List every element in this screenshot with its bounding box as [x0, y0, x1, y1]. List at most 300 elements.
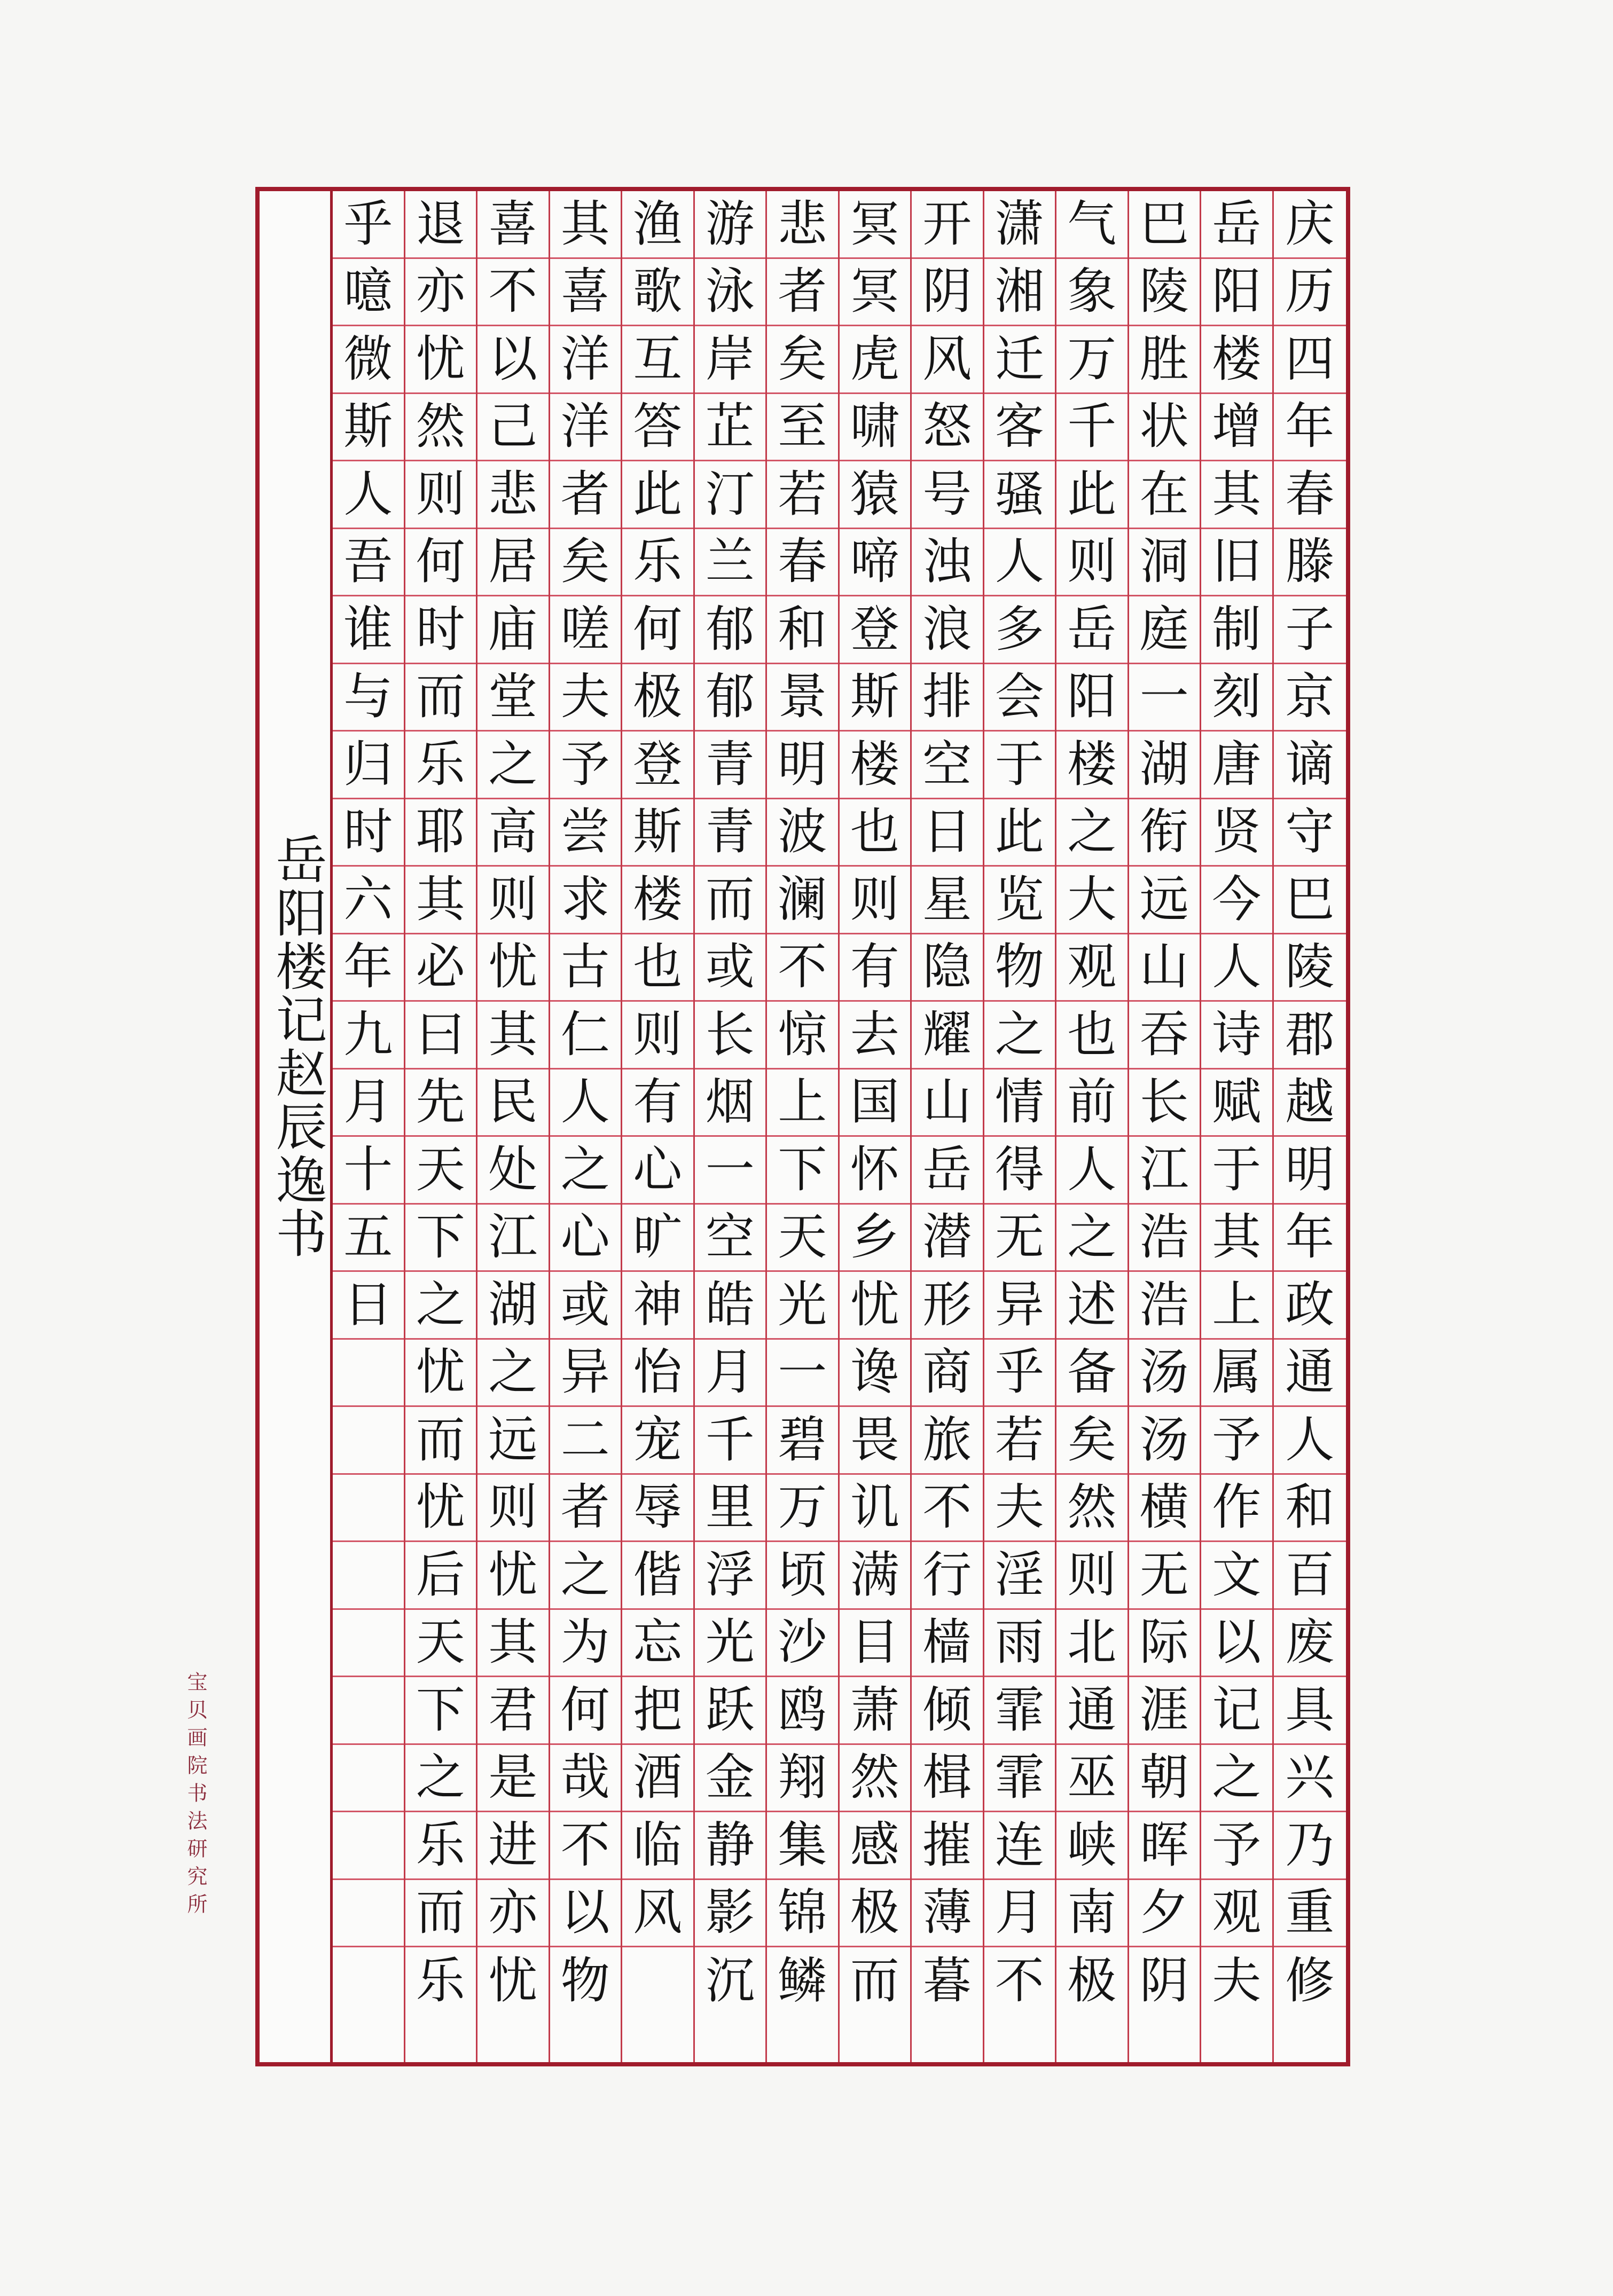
character-cell: 互: [622, 326, 693, 394]
character-cell: 唐: [1201, 732, 1272, 799]
character-cell: 万: [767, 1475, 838, 1543]
grid-column: [984, 191, 1057, 2062]
character-cell: 之: [550, 1542, 621, 1610]
character-cell: 行: [912, 1542, 983, 1610]
character-cell: 浩: [1129, 1205, 1200, 1272]
character-cell: 喜: [477, 191, 549, 259]
character-cell: 乎: [333, 191, 404, 259]
character-cell: 增: [1201, 394, 1272, 462]
character-cell: 忧: [405, 1340, 476, 1408]
character-cell: 冥: [840, 191, 911, 259]
character-cell: 何: [550, 1677, 621, 1745]
character-cell: 必: [405, 934, 476, 1002]
character-cell: 作: [1201, 1475, 1272, 1543]
character-cell: 神: [622, 1272, 693, 1340]
character-cell: 陵: [1274, 934, 1346, 1002]
character-cell: 其: [1201, 461, 1272, 529]
character-cell: 人: [984, 529, 1055, 597]
character-cell: 号: [912, 461, 983, 529]
character-cell: 堂: [477, 664, 549, 732]
title-signature: 岳阳楼记赵辰逸书: [268, 833, 327, 1260]
character-cell: 顷: [767, 1542, 838, 1610]
character-cell: 高: [477, 799, 549, 867]
character-cell: 居: [477, 529, 549, 597]
character-cell: 噫: [333, 259, 404, 327]
character-cell: 摧: [912, 1812, 983, 1880]
character-cell: 霏: [984, 1677, 1055, 1745]
character-cell: 进: [477, 1812, 549, 1880]
character-cell: 矣: [767, 326, 838, 394]
character-cell: 南: [1056, 1880, 1127, 1948]
character-cell: 下: [405, 1677, 476, 1745]
character-cell: 之: [1201, 1745, 1272, 1813]
character-cell: 楼: [840, 732, 911, 799]
character-cell: 有: [840, 934, 911, 1002]
character-cell: 洋: [550, 326, 621, 394]
character-cell: 青: [695, 732, 766, 799]
character-cell: 斯: [840, 664, 911, 732]
character-cell: 涯: [1129, 1677, 1200, 1745]
character-cell: 君: [477, 1677, 549, 1745]
character-cell: 处: [477, 1137, 549, 1205]
character-cell: 猿: [840, 461, 911, 529]
character-cell: 乡: [840, 1205, 911, 1272]
character-cell: 则: [1056, 529, 1127, 597]
character-cell: 去: [840, 1002, 911, 1070]
character-cell: 泳: [695, 259, 766, 327]
character-cell: 阴: [912, 259, 983, 327]
character-cell: 哉: [550, 1745, 621, 1813]
character-cell: 汤: [1129, 1407, 1200, 1475]
character-cell: 开: [912, 191, 983, 259]
character-cell: 岸: [695, 326, 766, 394]
character-cell: 登: [840, 596, 911, 664]
character-cell: 晖: [1129, 1812, 1200, 1880]
character-cell: 喜: [550, 259, 621, 327]
character-cell: 之: [550, 1137, 621, 1205]
character-cell: 横: [1129, 1475, 1200, 1543]
character-cell: 人: [550, 1070, 621, 1137]
grid-column: [767, 191, 840, 2062]
character-cell: 和: [767, 596, 838, 664]
character-cell: [333, 1340, 404, 1408]
character-cell: 远: [477, 1407, 549, 1475]
character-cell: 讥: [840, 1475, 911, 1543]
character-cell: [333, 1475, 404, 1543]
character-cell: 巴: [1274, 867, 1346, 934]
character-cell: 宠: [622, 1407, 693, 1475]
character-cell: 是: [477, 1745, 549, 1813]
character-cell: 观: [1056, 934, 1127, 1002]
character-cell: 或: [695, 934, 766, 1002]
character-cell: 十: [333, 1137, 404, 1205]
character-cell: 巴: [1129, 191, 1200, 259]
character-cell: 景: [767, 664, 838, 732]
character-cell: 风: [622, 1880, 693, 1948]
character-cell: 乐: [622, 529, 693, 597]
character-cell: [333, 1947, 404, 2015]
character-cell: 子: [1274, 596, 1346, 664]
character-cell: 吞: [1129, 1002, 1200, 1070]
character-cell: 汀: [695, 461, 766, 529]
character-cell: 民: [477, 1070, 549, 1137]
character-cell: 人: [333, 461, 404, 529]
character-cell: 忘: [622, 1610, 693, 1678]
character-cell: 虎: [840, 326, 911, 394]
character-cell: 客: [984, 394, 1055, 462]
character-cell: 则: [840, 867, 911, 934]
character-cell: 然: [405, 394, 476, 462]
character-cell: 也: [1056, 1002, 1127, 1070]
character-cell: 空: [695, 1205, 766, 1272]
character-cell: 北: [1056, 1610, 1127, 1678]
character-cell: 汤: [1129, 1340, 1200, 1408]
character-cell: 月: [984, 1880, 1055, 1948]
character-cell: 怀: [840, 1137, 911, 1205]
character-cell: 曰: [405, 1002, 476, 1070]
character-cell: 其: [477, 1610, 549, 1678]
character-cell: 雨: [984, 1610, 1055, 1678]
character-cell: 会: [984, 664, 1055, 732]
character-cell: 观: [1201, 1880, 1272, 1948]
character-cell: 其: [477, 1002, 549, 1070]
character-cell: 岳: [1201, 191, 1272, 259]
character-cell: 潜: [912, 1205, 983, 1272]
character-cell: 也: [840, 799, 911, 867]
character-cell: 庙: [477, 596, 549, 664]
character-cell: 何: [405, 529, 476, 597]
character-cell: 天: [405, 1610, 476, 1678]
character-cell: 兴: [1274, 1745, 1346, 1813]
character-cell: 文: [1201, 1542, 1272, 1610]
character-cell: 归: [333, 732, 404, 799]
character-cell: 渔: [622, 191, 693, 259]
character-cell: 巫: [1056, 1745, 1127, 1813]
character-cell: 极: [622, 664, 693, 732]
character-cell: 时: [333, 799, 404, 867]
character-cell: 怡: [622, 1340, 693, 1408]
character-cell: 鸥: [767, 1677, 838, 1745]
character-cell: 樯: [912, 1610, 983, 1678]
character-cell: 前: [1056, 1070, 1127, 1137]
character-cell: 以: [1201, 1610, 1272, 1678]
character-cell: 隐: [912, 934, 983, 1002]
character-cell: 然: [1056, 1475, 1127, 1543]
character-cell: 阳: [1056, 664, 1127, 732]
character-cell: 尝: [550, 799, 621, 867]
character-cell: 啼: [840, 529, 911, 597]
grid-column: [405, 191, 478, 2062]
character-cell: 天: [767, 1205, 838, 1272]
character-cell: 至: [767, 394, 838, 462]
character-cell: 把: [622, 1677, 693, 1745]
character-cell: 无: [984, 1205, 1055, 1272]
character-cell: [333, 1610, 404, 1678]
character-cell: 下: [767, 1137, 838, 1205]
character-cell: 江: [477, 1205, 549, 1272]
character-cell: 与: [333, 664, 404, 732]
character-cell: 潇: [984, 191, 1055, 259]
character-cell: 澜: [767, 867, 838, 934]
character-cell: 而: [405, 1880, 476, 1948]
character-cell: 畏: [840, 1407, 911, 1475]
character-cell: 一: [1129, 664, 1200, 732]
character-cell: 岳: [912, 1137, 983, 1205]
character-cell: 而: [405, 664, 476, 732]
character-cell: 览: [984, 867, 1055, 934]
character-cell: 忧: [477, 934, 549, 1002]
character-cell: 诗: [1201, 1002, 1272, 1070]
character-cell: 之: [477, 1340, 549, 1408]
character-cell: 先: [405, 1070, 476, 1137]
character-cell: 山: [912, 1070, 983, 1137]
character-cell: 人: [1201, 934, 1272, 1002]
character-cell: 上: [1201, 1272, 1272, 1340]
character-cell: 予: [550, 732, 621, 799]
grid-column: [695, 191, 768, 2062]
character-cell: 下: [405, 1205, 476, 1272]
character-cell: 商: [912, 1340, 983, 1408]
character-cell: 歌: [622, 259, 693, 327]
character-cell: 淫: [984, 1542, 1055, 1610]
studio-mark: 宝贝画院书法研究所: [184, 1671, 207, 1921]
character-cell: 千: [1056, 394, 1127, 462]
character-cell: 沙: [767, 1610, 838, 1678]
character-cell: 游: [695, 191, 766, 259]
character-cell: [333, 1542, 404, 1610]
character-cell: 然: [840, 1745, 911, 1813]
character-cell: 气: [1056, 191, 1127, 259]
character-cell: 其: [550, 191, 621, 259]
character-cell: 于: [984, 732, 1055, 799]
character-cell: 峡: [1056, 1812, 1127, 1880]
character-cell: 旧: [1201, 529, 1272, 597]
character-cell: 倾: [912, 1677, 983, 1745]
character-cell: 心: [550, 1205, 621, 1272]
character-cell: 洞: [1129, 529, 1200, 597]
character-cell: 啸: [840, 394, 911, 462]
character-cell: 属: [1201, 1340, 1272, 1408]
character-cell: 忧: [477, 1542, 549, 1610]
character-cell: 烟: [695, 1070, 766, 1137]
character-cell: [622, 1947, 693, 2015]
character-cell: 夫: [984, 1475, 1055, 1543]
character-cell: 乐: [405, 1812, 476, 1880]
character-cell: 骚: [984, 461, 1055, 529]
character-cell: 耶: [405, 799, 476, 867]
character-cell: 皓: [695, 1272, 766, 1340]
character-cell: 不: [767, 934, 838, 1002]
character-cell: 长: [695, 1002, 766, 1070]
character-cell: 庭: [1129, 596, 1200, 664]
character-cell: 五: [333, 1205, 404, 1272]
character-cell: 风: [912, 326, 983, 394]
character-cell: 吾: [333, 529, 404, 597]
character-cell: 微: [333, 326, 404, 394]
character-cell: 斯: [333, 394, 404, 462]
character-cell: 乎: [984, 1340, 1055, 1408]
character-cell: 陵: [1129, 259, 1200, 327]
character-cell: 光: [767, 1272, 838, 1340]
character-cell: 己: [477, 394, 549, 462]
character-cell: 以: [477, 326, 549, 394]
character-cell: 予: [1201, 1812, 1272, 1880]
character-cell: 暮: [922, 1952, 972, 2010]
character-cell: 其: [1201, 1205, 1272, 1272]
character-cell: 感: [840, 1812, 911, 1880]
character-cell: 或: [550, 1272, 621, 1340]
character-cell: 国: [840, 1070, 911, 1137]
character-cell: 临: [622, 1812, 693, 1880]
character-cell: 连: [984, 1812, 1055, 1880]
character-cell: 光: [695, 1610, 766, 1678]
character-cell: 上: [767, 1070, 838, 1137]
grid-column: [840, 191, 912, 2062]
character-cell: 贤: [1201, 799, 1272, 867]
character-cell: 制: [1201, 596, 1272, 664]
character-cell: 湖: [1129, 732, 1200, 799]
character-cell: 悲: [477, 461, 549, 529]
character-cell: 六: [333, 867, 404, 934]
character-cell: 芷: [695, 394, 766, 462]
character-cell: 岳: [1056, 596, 1127, 664]
character-cell: 京: [1274, 664, 1346, 732]
character-cell: 物: [984, 934, 1055, 1002]
character-cell: 楫: [912, 1745, 983, 1813]
character-cell: 予: [1201, 1407, 1272, 1475]
character-cell: 而: [695, 867, 766, 934]
character-cell: 亦: [477, 1880, 549, 1948]
character-cell: 夫: [550, 664, 621, 732]
character-cell: 谪: [1274, 732, 1346, 799]
character-cell: 物: [560, 1952, 610, 2010]
character-cell: 胜: [1129, 326, 1200, 394]
character-cell: 浮: [695, 1542, 766, 1610]
character-cell: 波: [767, 799, 838, 867]
character-cell: 极: [840, 1880, 911, 1948]
character-cell: 日: [333, 1272, 404, 1340]
character-cell: 状: [1129, 394, 1200, 462]
character-cell: 今: [1201, 867, 1272, 934]
character-cell: 冥: [840, 259, 911, 327]
character-cell: 湖: [477, 1272, 549, 1340]
character-cell: 谁: [333, 596, 404, 664]
character-cell: [333, 1880, 404, 1948]
character-cell: 九: [333, 1002, 404, 1070]
character-cell: 述: [1056, 1272, 1127, 1340]
character-cell: 之: [477, 732, 549, 799]
character-cell: 浩: [1129, 1272, 1200, 1340]
character-cell: 此: [622, 461, 693, 529]
character-cell: 之: [984, 1002, 1055, 1070]
character-cell: [333, 1407, 404, 1475]
character-cell: 重: [1274, 1880, 1346, 1948]
character-cell: 通: [1274, 1340, 1346, 1408]
character-cell: 惊: [767, 1002, 838, 1070]
character-cell: 万: [1056, 326, 1127, 394]
character-cell: 不: [550, 1812, 621, 1880]
character-cell: 翔: [767, 1745, 838, 1813]
character-cell: 心: [622, 1137, 693, 1205]
character-cell: 赋: [1201, 1070, 1272, 1137]
character-cell: 朝: [1129, 1745, 1200, 1813]
character-cell: 之: [405, 1745, 476, 1813]
character-cell: 郁: [695, 596, 766, 664]
character-cell: 酒: [622, 1745, 693, 1813]
character-cell: 滕: [1274, 529, 1346, 597]
character-cell: 何: [622, 596, 693, 664]
character-cell: 一: [695, 1137, 766, 1205]
character-cell: 得: [984, 1137, 1055, 1205]
character-cell: 怒: [912, 394, 983, 462]
character-cell: 则: [622, 1002, 693, 1070]
character-cell: 时: [405, 596, 476, 664]
character-cell: 排: [912, 664, 983, 732]
character-cell: 乐: [405, 732, 476, 799]
character-cell: 夫: [1212, 1952, 1262, 2010]
character-cell: 大: [1056, 867, 1127, 934]
character-cell: 楼: [622, 867, 693, 934]
character-cell: 为: [550, 1610, 621, 1678]
character-cell: 矣: [550, 529, 621, 597]
character-cell: 刻: [1201, 664, 1272, 732]
character-cell: 古: [550, 934, 621, 1002]
character-cell: 郁: [695, 664, 766, 732]
character-cell: 则: [477, 867, 549, 934]
character-cell: 和: [1274, 1475, 1346, 1543]
character-cell: 退: [405, 191, 476, 259]
character-cell: 满: [840, 1542, 911, 1610]
character-cell: [333, 1812, 404, 1880]
character-cell: 月: [333, 1070, 404, 1137]
character-cell: 其: [405, 867, 476, 934]
character-cell: 目: [840, 1610, 911, 1678]
character-cell: 越: [1274, 1070, 1346, 1137]
character-cell: 耀: [912, 1002, 983, 1070]
character-cell: 楼: [1056, 732, 1127, 799]
character-cell: 求: [550, 867, 621, 934]
character-cell: 萧: [840, 1677, 911, 1745]
character-cell: 衔: [1129, 799, 1200, 867]
character-cell: 答: [622, 394, 693, 462]
character-cell: 跃: [695, 1677, 766, 1745]
character-cell: 政: [1274, 1272, 1346, 1340]
character-cell: 仁: [550, 1002, 621, 1070]
character-cell: 斯: [622, 799, 693, 867]
character-cell: 嗟: [550, 596, 621, 664]
grid-column: [1056, 191, 1129, 2062]
character-cell: 亦: [405, 259, 476, 327]
character-cell: 春: [1274, 461, 1346, 529]
character-cell: 之: [1056, 799, 1127, 867]
character-cell: 在: [1129, 461, 1200, 529]
character-cell: 四: [1274, 326, 1346, 394]
character-cell: 长: [1129, 1070, 1200, 1137]
character-cell: 天: [405, 1137, 476, 1205]
character-cell: 夕: [1129, 1880, 1200, 1948]
character-cell: 百: [1274, 1542, 1346, 1610]
character-cell: 空: [912, 732, 983, 799]
character-cell: 不: [477, 259, 549, 327]
grid-column: [550, 191, 623, 2062]
character-cell: 日: [912, 799, 983, 867]
character-cell: 千: [695, 1407, 766, 1475]
character-cell: 郡: [1274, 1002, 1346, 1070]
character-cell: 乃: [1274, 1812, 1346, 1880]
character-cell: 形: [912, 1272, 983, 1340]
character-cell: 则: [1056, 1542, 1127, 1610]
grid-column: [1129, 191, 1202, 2062]
